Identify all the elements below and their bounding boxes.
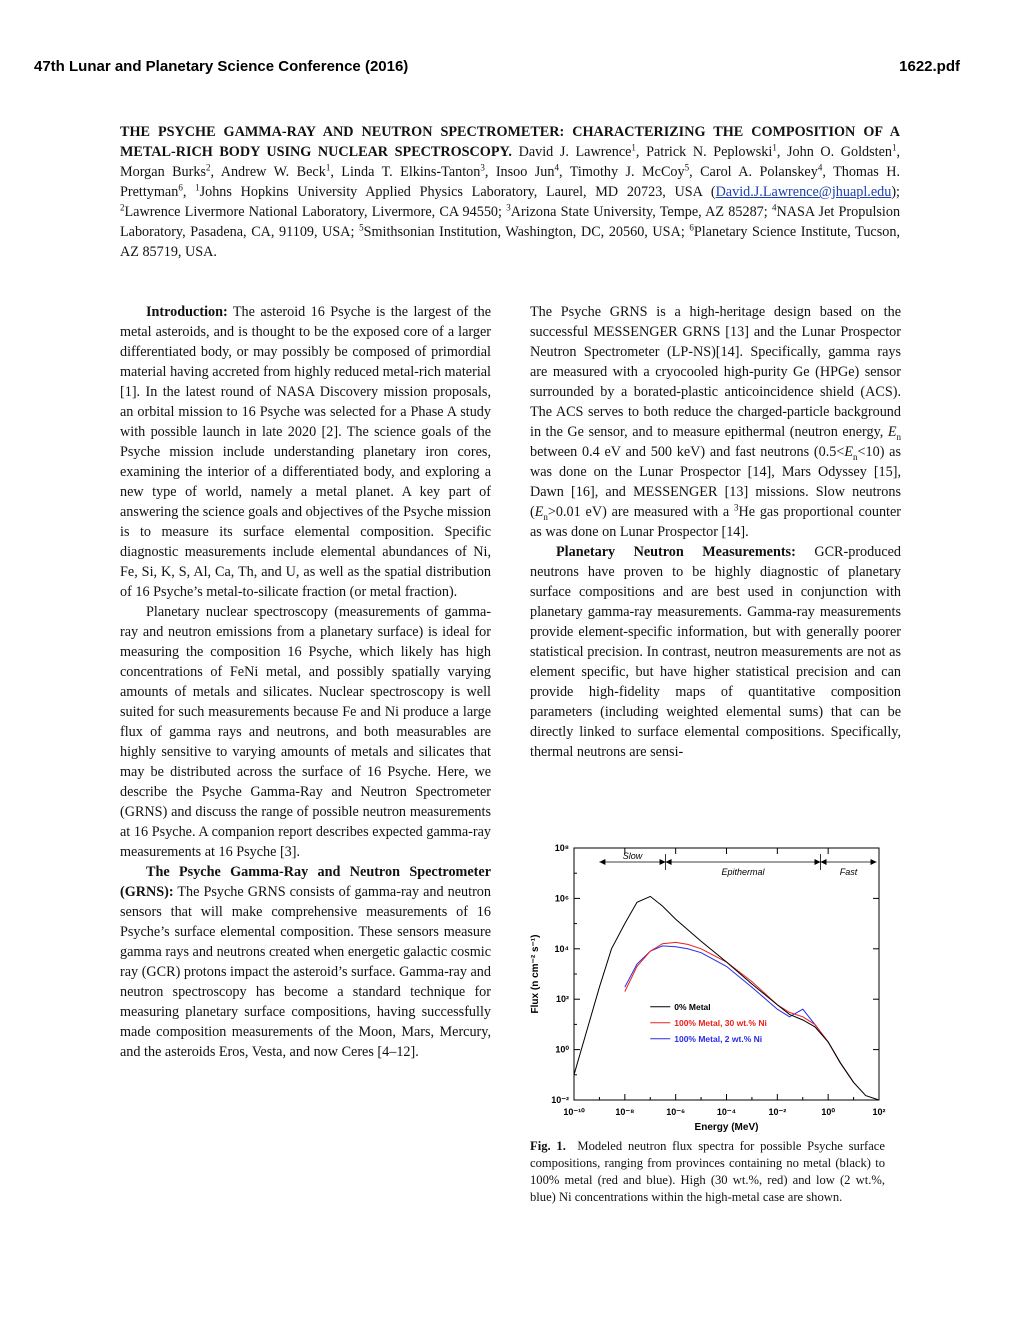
- epithermal-range-arrow-head-left: [666, 859, 672, 865]
- left-column: [120, 302, 491, 1062]
- grns-heading: The Psyche Gamma-Ray and Neutron Spectrometer (GRNS):: [120, 864, 491, 900]
- author-list: David J. Lawrence$^1$, Patrick N. Peplowski$^1$, John O. Goldsten$^1$, Morgan Burks$^2$, Andrew W. Beck$^1$, Linda T. Elkins-Tanton$^3$, Insoo Jun$^4$, Timothy J. McCoy$^5$, Carol A. Polanskey$^4$, Thomas H. Prettyman$^6$,: [120, 142, 901, 200]
- author-affiliation-sup: 5: [684, 162, 690, 173]
- slow-range-arrow-head-left: [599, 859, 605, 865]
- author-affiliation-sup: 4: [817, 162, 823, 173]
- email-link[interactable]: David.J.Lawrence@jhuapl.edu: [715, 184, 892, 200]
- sym-n-3: n: [543, 511, 548, 522]
- series-line-1: [625, 942, 854, 1082]
- author-name: John O. Goldsten: [786, 144, 892, 160]
- grns-text: The Psyche GRNS consists of gamma-ray and neutron sensors that will make comprehensive measurements of 16 Psyche’s surface elemental composition. These sensors measure gamma rays and neutrons created when energetic galactic cosmic ray (GCR) protons impact the asteroid’s surface. Gamma-ray and neutron spectroscopy has become a standard technique for measuring planetary surface compositions, having successfully made composition measurements of the Moon, Mars, Mercury, and the asteroids Eros, Vesta, and now Ceres [4–12].: [120, 884, 491, 1060]
- affiliation-1-end: );: [891, 184, 900, 200]
- sup-3: 3: [733, 502, 739, 513]
- y-tick-label: 10⁶: [554, 893, 569, 904]
- nuclear-paragraph: Planetary nuclear spectroscopy (measurements of gamma-ray and neutron emissions from a planetary surface) is ideal for measuring the composition 16 Psyche, which likely has high concentrations of FeNi metal, and possibly spatially varying amounts of metals and silicates. Nuclear spectroscopy is well suited for such measurements because Fe and Ni produce a large flux of gamma rays and neutrons, and both measurables are highly sensitive to varying amounts of metals and silicates that may be distributed across the surface of 16 Psyche. Here, we describe the Psyche Gamma-Ray and Neutron Spectrometer (GRNS) and discuss the range of possible neutron measurements at 16 Psyche. A companion report describes expected gamma-ray measurements at 16 Psyche [3].: [120, 604, 491, 860]
- x-tick-label: 10²: [872, 1107, 886, 1117]
- affiliation-2: Lawrence Livermore National Laboratory, Livermore, CA 94550;: [124, 204, 502, 220]
- affiliation-4: NASA Jet Propulsion Laboratory, Pasadena, CA, 91109, USA;: [120, 204, 901, 240]
- aff-sup-5: 5: [359, 222, 364, 233]
- caption-label: Fig. 1.: [530, 1139, 566, 1153]
- sym-n-2: n: [853, 451, 858, 462]
- conference-header: 47th Lunar and Planetary Science Conference (2016): [34, 58, 409, 75]
- slow-range-arrow-head-right: [660, 859, 666, 865]
- intro-paragraph: [120, 302, 491, 602]
- title-block: [120, 122, 900, 262]
- series-line-2: [625, 946, 854, 1083]
- plot-frame: [574, 848, 879, 1100]
- sym-e: E: [887, 424, 897, 440]
- x-tick-label: 10⁻¹⁰: [563, 1107, 585, 1117]
- author-affiliation-sup: 4: [554, 162, 559, 173]
- author-affiliation-sup: 3: [480, 162, 485, 173]
- fast-range-arrow-head-right: [871, 859, 877, 865]
- x-tick-label: 10⁻⁶: [666, 1107, 686, 1117]
- author-name: Morgan Burks: [120, 164, 206, 180]
- y-axis-label: Flux (n cm⁻² s⁻¹): [530, 934, 541, 1014]
- design-text-a: The Psyche GRNS is a high-heritage design based on the successful MESSENGER GRNS [13] and the Lunar Prospector Neutron Spectrometer (LP-NS)[14]. Specifically, gamma rays are measured with a cryocooled high-purity Ge (HPGe) sensor surrounded by a borated-plastic anticoincidence shield (ACS). The ACS serves to both reduce the charged-particle background in the Ge sensor, and to measure epithermal (neutron energy,: [530, 304, 901, 440]
- author-name: David J. Lawrence: [518, 144, 632, 160]
- aff-sup-3: 3: [506, 202, 511, 213]
- x-tick-label: 10⁻⁴: [716, 1107, 737, 1117]
- intro-text: The asteroid 16 Psyche is the largest of the metal asteroids, and is thought to be the exposed core of a larger differentiated body, or may possibly be composed of primordial material having accreted from highly reduced metal-rich material [1]. In the latest round of NASA Discovery mission proposals, an orbital mission to 16 Psyche was selected for a Phase A study with possible launch in late 2020 [2]. The science goals of the Psyche mission include understanding planetary iron cores, examining the interior of a differentiated body, and exploring a new type of world, namely a metal planet. A key part of answering the science goals and objectives of the Psyche mission is to measure its surface elemental composition. Specific diagnostic measurements include elemental abundances of Ni, Fe, Si, K, S, Al, Ca, Th, and U, as well as the spatial distribution of 16 Psyche’s metal-to-silicate fraction (or metal fraction).: [120, 304, 491, 600]
- figure-caption: [530, 1138, 885, 1206]
- affiliation-6: Planetary Science Institute, Tucson, AZ 85719, USA.: [120, 224, 900, 260]
- author-affiliation-sup: 1: [891, 142, 897, 153]
- neutron-flux-chart: [522, 838, 892, 1138]
- aff-sup-4: 4: [771, 202, 777, 213]
- legend-label: 0% Metal: [674, 1001, 711, 1012]
- author-name: Thomas H. Prettyman: [120, 164, 900, 200]
- right-column: [530, 302, 901, 762]
- x-tick-label: 10⁻⁸: [615, 1107, 635, 1117]
- epithermal-range-arrow-head-right: [815, 859, 821, 865]
- series-line-0: [574, 896, 879, 1100]
- author-affiliation-sup: 6: [178, 182, 183, 193]
- author-name: Patrick N. Peplowski: [646, 144, 773, 160]
- pnm-heading: Planetary Neutron Measurements:: [556, 544, 796, 560]
- affiliation-5: Smithsonian Institution, Washington, DC, 20560, USA;: [363, 224, 685, 240]
- y-tick-label: 10⁸: [554, 843, 569, 853]
- design-text-c: <10) as was done on the Lunar Prospector [14], Mars Odyssey [15], Dawn [16], and MESSENGER [13] missions. Slow neutrons (: [530, 444, 902, 520]
- aff-sup-1: 1: [195, 182, 200, 193]
- grns-design-paragraph: [530, 302, 901, 542]
- author-name: Carol A. Polanskey: [700, 164, 818, 180]
- author-affiliation-sup: 1: [631, 142, 636, 153]
- fast-range-arrow-head-left: [821, 859, 827, 865]
- y-tick-label: 10⁰: [555, 1044, 569, 1055]
- paper-title: THE PSYCHE GAMMA-RAY AND NEUTRON SPECTROMETER: CHARACTERIZING THE COMPOSITION OF A METAL-RICH BODY USING NUCLEAR SPECTROSCOPY.: [120, 124, 900, 160]
- pnm-text: GCR-produced neutrons have proven to be highly diagnostic of planetary surface compositions and are best used in conjunction with planetary gamma-ray measurements. Gamma-ray measurements provide element-specific information, but with generally poorer statistical precision. In contrast, neutron measurements are not as element specific, but have higher statistical precision and can provide high-fidelity maps of quantitative composition parameters (including weighted elemental sums) that can be directly linked to surface elemental compositions. Specifically, thermal neutrons are sensi-: [530, 544, 902, 760]
- affiliation-1: Johns Hopkins University Applied Physics Laboratory, Laurel, MD 20723, USA (: [199, 184, 716, 200]
- author-name: Insoo Jun: [495, 164, 555, 180]
- neutron-paragraph: [530, 542, 901, 762]
- figure-1: [522, 838, 892, 1138]
- region-label-epithermal: Epithermal: [721, 867, 765, 877]
- x-axis-label: Energy (MeV): [694, 1122, 759, 1133]
- affiliation-3: Arizona State University, Tempe, AZ 85287;: [510, 204, 768, 220]
- grns-paragraph: [120, 862, 491, 1062]
- y-tick-label: 10⁻²: [551, 1095, 569, 1105]
- design-text-b: between 0.4 eV and 500 keV) and fast neutrons (0.5<: [530, 444, 845, 460]
- sym-n: n: [896, 431, 902, 442]
- author-name: Andrew W. Beck: [220, 164, 326, 180]
- legend-label: 100% Metal, 30 wt.% Ni: [674, 1017, 767, 1028]
- intro-heading: Introduction:: [146, 304, 228, 320]
- author-affiliation-sup: 1: [325, 162, 331, 173]
- design-text-d: >0.01 eV) are measured with a: [547, 504, 730, 520]
- legend-label: 100% Metal, 2 wt.% Ni: [674, 1033, 763, 1044]
- region-label-slow: Slow: [622, 851, 643, 861]
- author-affiliation-sup: 1: [772, 142, 777, 153]
- pdf-id: 1622.pdf: [899, 58, 960, 75]
- design-text-e: He gas proportional counter as was done on Lunar Prospector [14].: [530, 504, 902, 540]
- author-affiliation-sup: 2: [206, 162, 211, 173]
- aff-sup-2: 2: [120, 202, 125, 213]
- sym-e-2: E: [844, 444, 854, 460]
- y-tick-label: 10⁴: [554, 943, 569, 954]
- author-name: Timothy J. McCoy: [569, 164, 685, 180]
- x-tick-label: 10⁻²: [768, 1107, 787, 1117]
- region-label-fast: Fast: [839, 867, 858, 877]
- author-name: Linda T. Elkins-Tanton: [341, 164, 481, 180]
- y-tick-label: 10²: [555, 994, 569, 1005]
- x-tick-label: 10⁰: [821, 1107, 835, 1117]
- caption-text: Modeled neutron flux spectra for possible Psyche surface compositions, ranging from provinces containing no metal (black) to 100% metal (red and blue). High (30 wt.%, red) and low (2 wt.%, blue) Ni concentrations within the high-metal case are shown.: [530, 1139, 885, 1204]
- aff-sup-6: 6: [689, 222, 694, 233]
- sym-e-3: E: [534, 504, 544, 520]
